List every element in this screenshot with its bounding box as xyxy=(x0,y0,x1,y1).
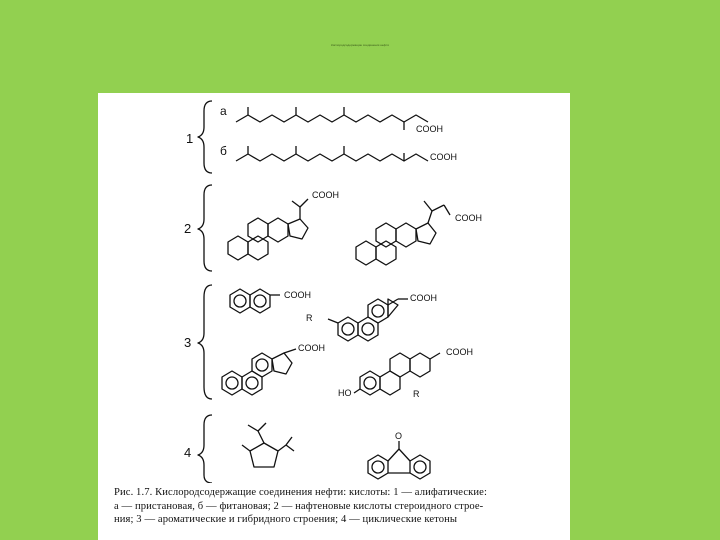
steroid-acid-2 xyxy=(356,201,450,265)
steroid-1-cooh-label: COOH xyxy=(312,190,339,200)
pristanic-cooh-label: COOH xyxy=(416,124,443,134)
hybrid-cooh-label: COOH xyxy=(446,347,473,357)
slide-title: Кислородсодержащие соединения нефти xyxy=(330,43,390,47)
brace-2 xyxy=(198,185,212,271)
group-label-2: 2 xyxy=(184,221,192,236)
structure-figure xyxy=(98,93,570,540)
group-label-1: 1 xyxy=(186,131,194,146)
phytanic-acid-skeleton xyxy=(236,146,428,161)
hybrid-ho-group: HO xyxy=(338,388,352,398)
group-label-4: 4 xyxy=(184,445,192,460)
caption-line-3: ния; 3 — ароматические и гибридного строения; 4 — циклические кетоны xyxy=(114,514,458,526)
phytanic-cooh-label: COOH xyxy=(430,152,457,162)
phenanthrene-r-group: R xyxy=(306,313,313,323)
ketone-oxygen-label: O xyxy=(395,431,403,441)
sublabel-b: б xyxy=(220,144,227,158)
naphthoic-cooh-label: COOH xyxy=(284,290,311,300)
pristanic-acid-skeleton xyxy=(236,107,428,130)
fluorenone xyxy=(368,441,430,479)
cyclopentaphenanthrene-acid xyxy=(222,349,296,395)
naphthoic-acid xyxy=(230,289,280,313)
steroid-2-cooh-label: COOH xyxy=(455,213,482,223)
brace-3 xyxy=(198,285,212,399)
brace-4 xyxy=(198,415,212,483)
chemical-structures xyxy=(98,93,570,483)
hydroxy-hybrid-acid xyxy=(354,353,440,395)
cyclopenta-cooh-label: COOH xyxy=(298,343,325,353)
phenanthrene-cooh-label: COOH xyxy=(410,293,437,303)
brace-1 xyxy=(198,101,212,173)
phenanthrene-acid xyxy=(328,299,408,341)
caption-line-2: а — пристановая, б — фитановая; 2 — нафтеновые кислоты стероидного строе- xyxy=(114,500,484,512)
steroid-acid-1 xyxy=(228,199,308,260)
caption-line-1: Рис. 1.7. Кислородсодержащие соединения нефти: кислоты: 1 — алифатические: xyxy=(114,487,488,498)
group-label-3: 3 xyxy=(184,335,192,350)
hybrid-r-group: R xyxy=(413,389,420,399)
sublabel-a: а xyxy=(220,104,227,118)
cyclopentyl-ketone xyxy=(242,423,294,467)
figure-caption xyxy=(114,486,560,527)
